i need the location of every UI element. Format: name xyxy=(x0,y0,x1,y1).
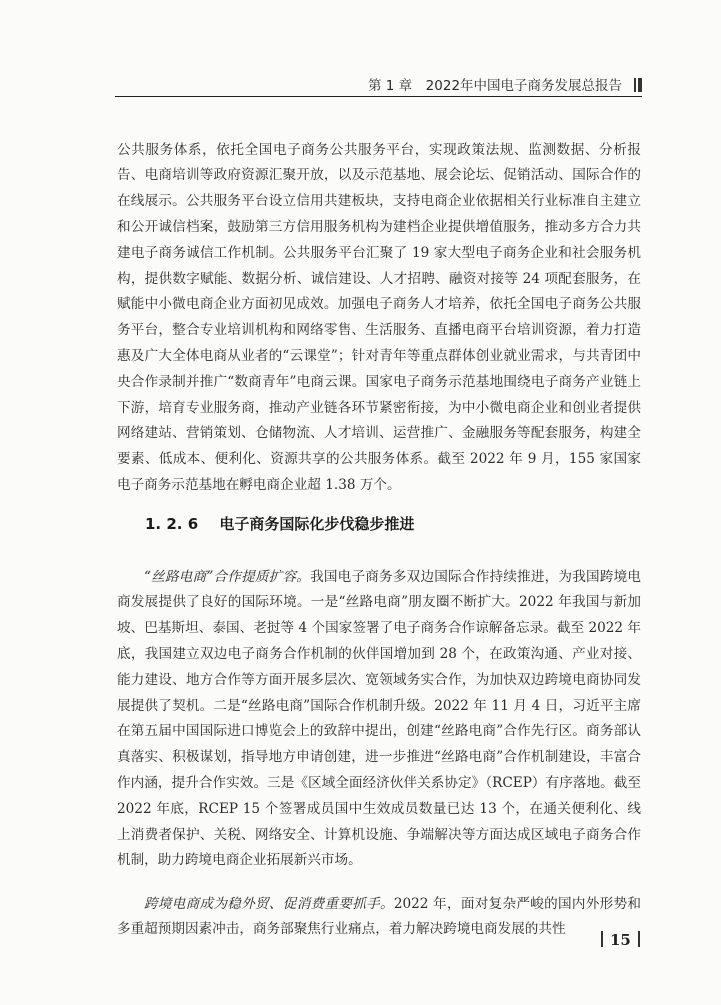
paragraph-cross-border xyxy=(117,892,641,944)
header-rule xyxy=(115,96,642,97)
page-bar-right-icon xyxy=(638,931,640,947)
running-header xyxy=(368,74,642,96)
paragraph-public-service: 公共服务体系，依托全国电子商务公共服务平台，实现政策法规、监测数据、分析报告、电商培训等政府资源汇聚开放，以及示范基地、展会论坛、促销活动、国际合作的在线展示。公共服务平台设立信用共建板块，支持电商企业依据相关行业标准自主建立和公开诚信档案，鼓励第三方信用服务机构为建档企业提供增值服务，推动多方合力共建电子商务诚信工作机制。公共服务平台汇聚了 19 家大型电子商务企业和社会服务机构，提供数字赋能、数据分析、诚信建设、人才招聘、融资对接等 24 项配套服务，在赋能中小微电商企业方面初见成效。加强电子商务人才培养，依托全国电子商务公共服务平台，整合专业培训机构和网络零售、生活服务、直播电商平台培训资源，着力打造惠及广大全体电商从业者的“云课堂”；针对青年等重点群体创业就业需求，与共青团中央合作录制并推广“数商青年”电商云课。国家电子商务示范基地围绕电子商务产业链上下游，培育专业服务商，推动产业链各环节紧密衔接，为中小微电商企业和创业者提供网络建站、营销策划、仓储物流、人才培训、运营推广、金融服务等配套服务，构建全要素、低成本、便利化、资源共享的公共服务体系。截至 2022 年 9 月，155 家国家电子商务示范基地在孵电商企业超 1.38 万个。 xyxy=(117,141,641,493)
page-number-value: 15 xyxy=(610,931,631,949)
paragraph-lead: 跨境电商成为稳外贸、促消费重要抓手。 xyxy=(144,895,394,912)
page-number xyxy=(594,931,647,949)
page-bar-left-icon xyxy=(601,931,603,947)
paragraph-lead: “丝路电商”合作提质扩容。 xyxy=(144,568,311,585)
paragraph-silk-road xyxy=(117,565,641,875)
header-bars-icon xyxy=(632,78,642,96)
section-number: 1. 2. 6 xyxy=(145,515,199,533)
chapter-title: 第 1 章 2022年中国电子商务发展总报告 xyxy=(368,78,623,94)
paragraph-body: 2022 年，面对复杂严峻的国内外形势和多重超预期因素冲击，商务部聚焦行业痛点，着力解决跨境电商发展的共性 xyxy=(117,895,641,938)
section-heading xyxy=(145,513,414,534)
paragraph-body: 我国电子商务多双边国际合作持续推进，为我国跨境电商发展提供了良好的国际环境。一是“丝路电商”朋友圈不断扩大。2022 年我国与新加坡、巴基斯坦、泰国、老挝等 4 个国家签署了电子商务合作谅解备忘录。截至 2022 年底，我国建立双边电子商务合作机制的伙伴国增加到 28 个，在政策沟通、产业对接、能力建设、地方合作等方面开展多层次、宽领域务实合作，为加快双边跨境电商协同发展提供了契机。二是“丝路电商”国际合作机制升级。2022 年 11 月 4 日，习近平主席在第五届中国国际进口博览会上的致辞中提出，创建“丝路电商”合作先行区。商务部认真落实、积极谋划，指导地方申请创建，进一步推进“丝路电商”合作机制建设，丰富合作内涵，提升合作实效。三是《区域全面经济伙伴关系协定》（RCEP）有序落地。截至 2022 年底，RCEP 15 个签署成员国中生效成员数量已达 13 个，在通关便利化、线上消费者保护、关税、网络安全、计算机设施、争端解决等方面达成区域电子商务合作机制，助力跨境电商企业拓展新兴市场。 xyxy=(117,568,641,869)
section-title: 电子商务国际化步伐稳步推进 xyxy=(219,515,415,533)
